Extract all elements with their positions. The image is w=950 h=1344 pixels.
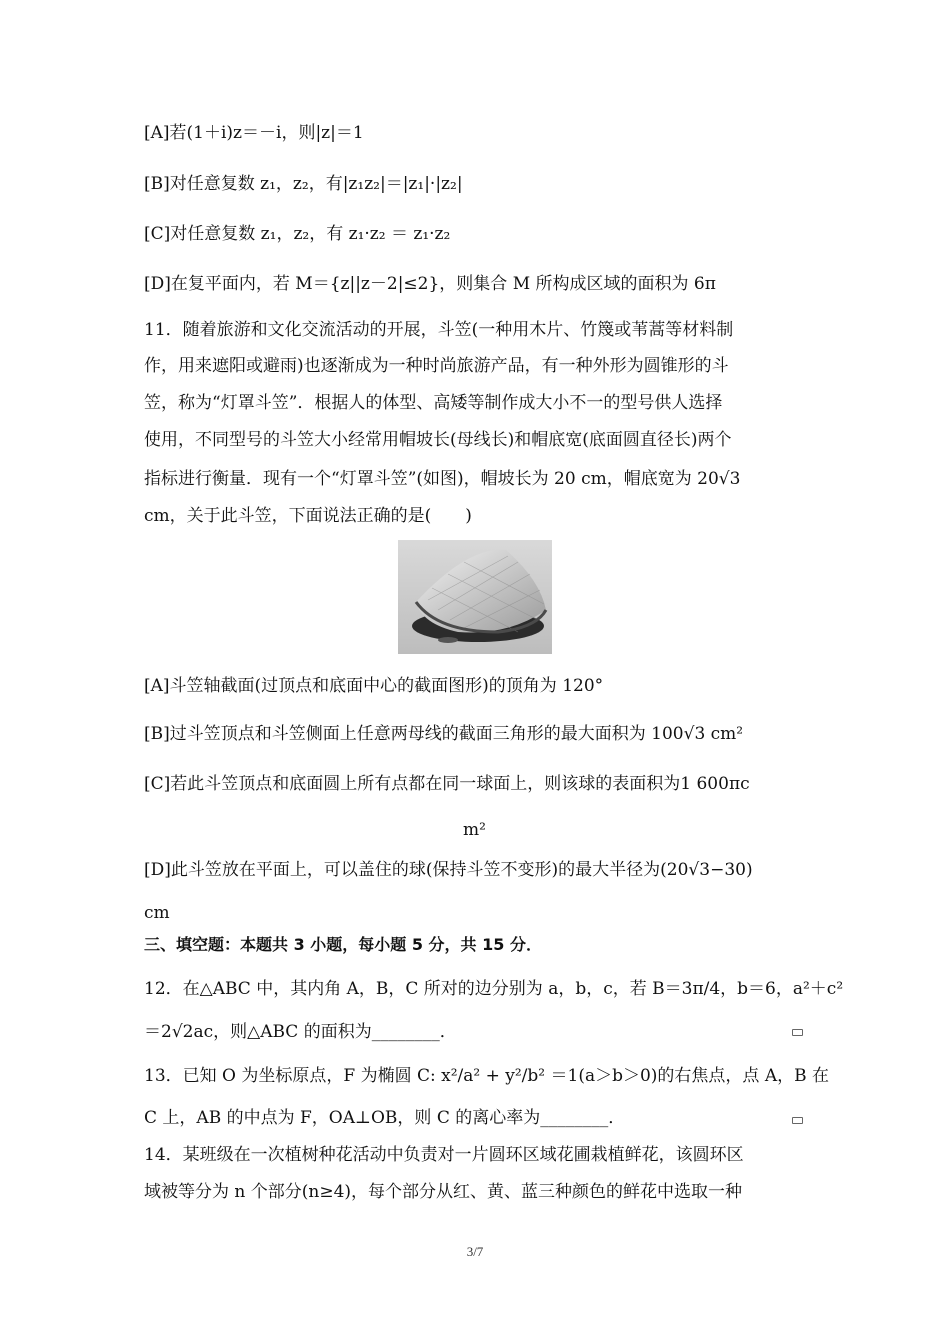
question-14-line-2: 域被等分为 n 个部分(n≥4)，每个部分从红、黄、蓝三种颜色的鲜花中选取一种 <box>144 1182 743 1202</box>
question-11-line-5: 指标进行衡量．现有一个“灯罩斗笠”(如图)，帽坡长为 20 cm，帽底宽为 20√3 <box>144 469 741 489</box>
option-11d-continued: cm <box>144 903 170 923</box>
option-10a: [A]若(1＋i)z＝－i，则|z|＝1 <box>144 123 364 143</box>
option-10c: [C]对任意复数 z₁，z₂，有 z₁·z₂ ＝ z₁·z₂ <box>144 224 451 244</box>
question-11-line-4: 使用，不同型号的斗笠大小经常用帽坡长(母线长)和帽底宽(底面圆直径长)两个 <box>144 430 732 450</box>
question-11-line-6: cm，关于此斗笠，下面说法正确的是( ) <box>144 506 472 526</box>
page-number: 3/7 <box>466 1244 484 1259</box>
question-11-line-3: 笠，称为“灯罩斗笠”．根据人的体型、高矮等制作成大小不一的型号供人选择 <box>144 393 723 413</box>
answer-box-icon <box>792 1117 803 1124</box>
question-14-line-1: 14．某班级在一次植树种花活动中负责对一片圆环区域花圃栽植鲜花，该圆环区 <box>144 1145 744 1165</box>
question-12-line-2: ＝2√2ac，则△ABC 的面积为________． <box>144 1022 457 1042</box>
option-10b: [B]对任意复数 z₁，z₂，有|z₁z₂|＝|z₁|·|z₂| <box>144 174 463 194</box>
option-10d: [D]在复平面内，若 M＝{z||z－2|≤2}，则集合 M 所构成区域的面积为 6π <box>144 274 716 294</box>
answer-box-icon <box>792 1029 803 1036</box>
question-12-line-1: 12．在△ABC 中，其内角 A，B，C 所对的边分别为 a，b，c，若 B＝3π/4，b＝6，a²＋c² <box>144 979 844 999</box>
option-11c: [C]若此斗笠顶点和底面圆上所有点都在同一球面上，则该球的表面积为1 600πc <box>144 774 750 794</box>
option-11a: [A]斗笠轴截面(过顶点和底面中心的截面图形)的顶角为 120° <box>144 676 604 696</box>
option-11d: [D]此斗笠放在平面上，可以盖住的球(保持斗笠不变形)的最大半径为(20√3−30) <box>144 860 753 880</box>
option-11b: [B]过斗笠顶点和斗笠侧面上任意两母线的截面三角形的最大面积为 100√3 cm² <box>144 724 744 744</box>
conical-hat-image <box>398 540 552 654</box>
question-11-line-1: 11．随着旅游和文化交流活动的开展，斗笠(一种用木片、竹篾或苇蒿等材料制 <box>144 320 734 340</box>
question-13-line-2: C 上，AB 的中点为 F，OA⊥OB，则 C 的离心率为________． <box>144 1108 626 1128</box>
section-3-heading: 三、填空题：本题共 3 小题，每小题 5 分，共 15 分． <box>144 935 542 954</box>
question-13-line-1: 13．已知 O 为坐标原点，F 为椭圆 C: x²/a² + y²/b² ＝1(a＞b＞0)的右焦点，点 A，B 在 <box>144 1066 829 1086</box>
question-11-line-2: 作，用来遮阳或避雨)也逐渐成为一种时尚旅游产品，有一种外形为圆锥形的斗 <box>144 356 729 376</box>
option-11c-continued: m² <box>463 820 486 840</box>
